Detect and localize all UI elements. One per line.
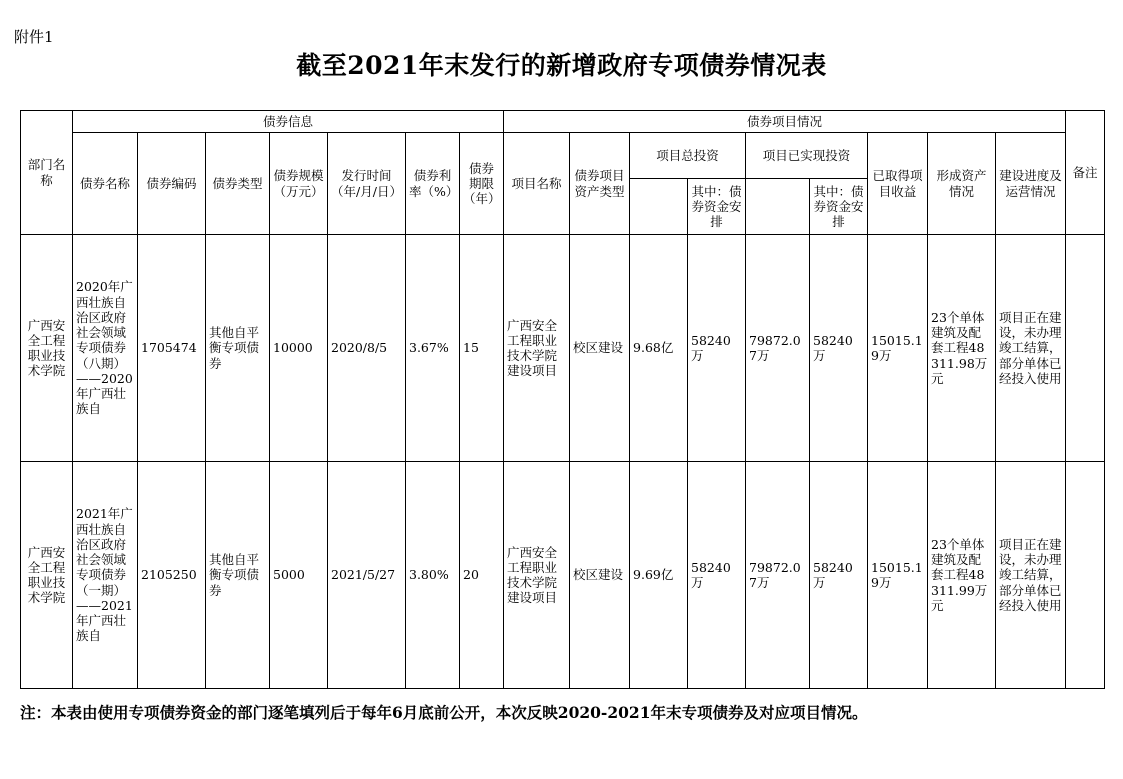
bond-table-container <box>20 110 1104 689</box>
header-obtained-income: 已取得项目收益 <box>868 133 928 235</box>
header-realized-investment: 项目已实现投资 <box>746 133 868 179</box>
cell-total-investment-bond-fund: 58240万 <box>688 462 746 689</box>
cell-project-asset-type: 校区建设 <box>570 235 630 462</box>
table-row <box>21 462 1105 689</box>
header-realized-investment-bond-fund: 其中：债券资金安排 <box>810 179 868 235</box>
header-realized-investment-blank <box>746 179 810 235</box>
header-total-investment: 项目总投资 <box>630 133 746 179</box>
cell-project-name: 广西安全工程职业技术学院建设项目 <box>504 462 570 689</box>
header-row-groups <box>21 111 1105 133</box>
cell-total-investment-bond-fund: 58240万 <box>688 235 746 462</box>
header-bond-name: 债券名称 <box>73 133 138 235</box>
cell-term: 15 <box>460 235 504 462</box>
cell-issue-date: 2020/8/5 <box>328 235 406 462</box>
header-progress-operation: 建设进度及运营情况 <box>996 133 1066 235</box>
header-group-bond-info: 债券信息 <box>73 111 504 133</box>
cell-total-investment: 9.68亿 <box>630 235 688 462</box>
cell-obtained-income: 15015.19万 <box>868 462 928 689</box>
bond-table <box>20 110 1105 689</box>
header-interest-rate: 债券利率（%） <box>406 133 460 235</box>
header-issue-date: 发行时间（年/月/日） <box>328 133 406 235</box>
cell-realized-investment-bond-fund: 58240万 <box>810 462 868 689</box>
header-group-project-info: 债券项目情况 <box>504 111 1066 133</box>
cell-progress-operation: 项目正在建设，未办理竣工结算，部分单体已经投入使用 <box>996 235 1066 462</box>
header-remarks: 备注 <box>1066 111 1105 235</box>
cell-bond-code: 2105250 <box>138 462 206 689</box>
cell-bond-scale: 10000 <box>270 235 328 462</box>
cell-project-asset-type: 校区建设 <box>570 462 630 689</box>
cell-dept-name: 广西安全工程职业技术学院 <box>21 462 73 689</box>
cell-realized-investment: 79872.07万 <box>746 235 810 462</box>
cell-bond-type: 其他自平衡专项债券 <box>206 462 270 689</box>
cell-remarks <box>1066 235 1105 462</box>
cell-formed-assets: 23个单体建筑及配套工程48311.98万元 <box>928 235 996 462</box>
cell-realized-investment-bond-fund: 58240万 <box>810 235 868 462</box>
page-title: 截至2021年末发行的新增政府专项债券情况表 <box>296 51 827 80</box>
header-row-main <box>21 133 1105 179</box>
cell-bond-scale: 5000 <box>270 462 328 689</box>
cell-dept-name: 广西安全工程职业技术学院 <box>21 235 73 462</box>
header-dept-name: 部门名称 <box>21 111 73 235</box>
cell-project-name: 广西安全工程职业技术学院建设项目 <box>504 235 570 462</box>
header-bond-type: 债券类型 <box>206 133 270 235</box>
cell-progress-operation: 项目正在建设，未办理竣工结算，部分单体已经投入使用 <box>996 462 1066 689</box>
cell-bond-name: 2021年广西壮族自治区政府社会领域专项债券（一期）——2021年广西壮族自 <box>73 462 138 689</box>
cell-bond-type: 其他自平衡专项债券 <box>206 235 270 462</box>
header-project-asset-type: 债券项目资产类型 <box>570 133 630 235</box>
table-body <box>21 235 1105 689</box>
header-total-investment-bond-fund: 其中：债券资金安排 <box>688 179 746 235</box>
cell-formed-assets: 23个单体建筑及配套工程48311.99万元 <box>928 462 996 689</box>
cell-total-investment: 9.69亿 <box>630 462 688 689</box>
cell-interest-rate: 3.67% <box>406 235 460 462</box>
header-total-investment-blank <box>630 179 688 235</box>
cell-term: 20 <box>460 462 504 689</box>
cell-obtained-income: 15015.19万 <box>868 235 928 462</box>
header-term: 债券期限（年） <box>460 133 504 235</box>
cell-bond-code: 1705474 <box>138 235 206 462</box>
header-bond-scale: 债券规模（万元） <box>270 133 328 235</box>
header-bond-code: 债券编码 <box>138 133 206 235</box>
table-row <box>21 235 1105 462</box>
cell-bond-name: 2020年广西壮族自治区政府社会领域专项债券（八期）——2020年广西壮族自 <box>73 235 138 462</box>
header-project-name: 项目名称 <box>504 133 570 235</box>
table-footnote: 注：本表由使用专项债券资金的部门逐笔填列后于每年6月底前公开，本次反映2020-2021年末专项债券及对应项目情况。 <box>20 703 868 722</box>
cell-remarks <box>1066 462 1105 689</box>
cell-issue-date: 2021/5/27 <box>328 462 406 689</box>
cell-interest-rate: 3.80% <box>406 462 460 689</box>
cell-realized-investment: 79872.07万 <box>746 462 810 689</box>
attachment-label: 附件1 <box>14 28 54 46</box>
table-header <box>21 111 1105 235</box>
header-formed-assets: 形成资产情况 <box>928 133 996 235</box>
